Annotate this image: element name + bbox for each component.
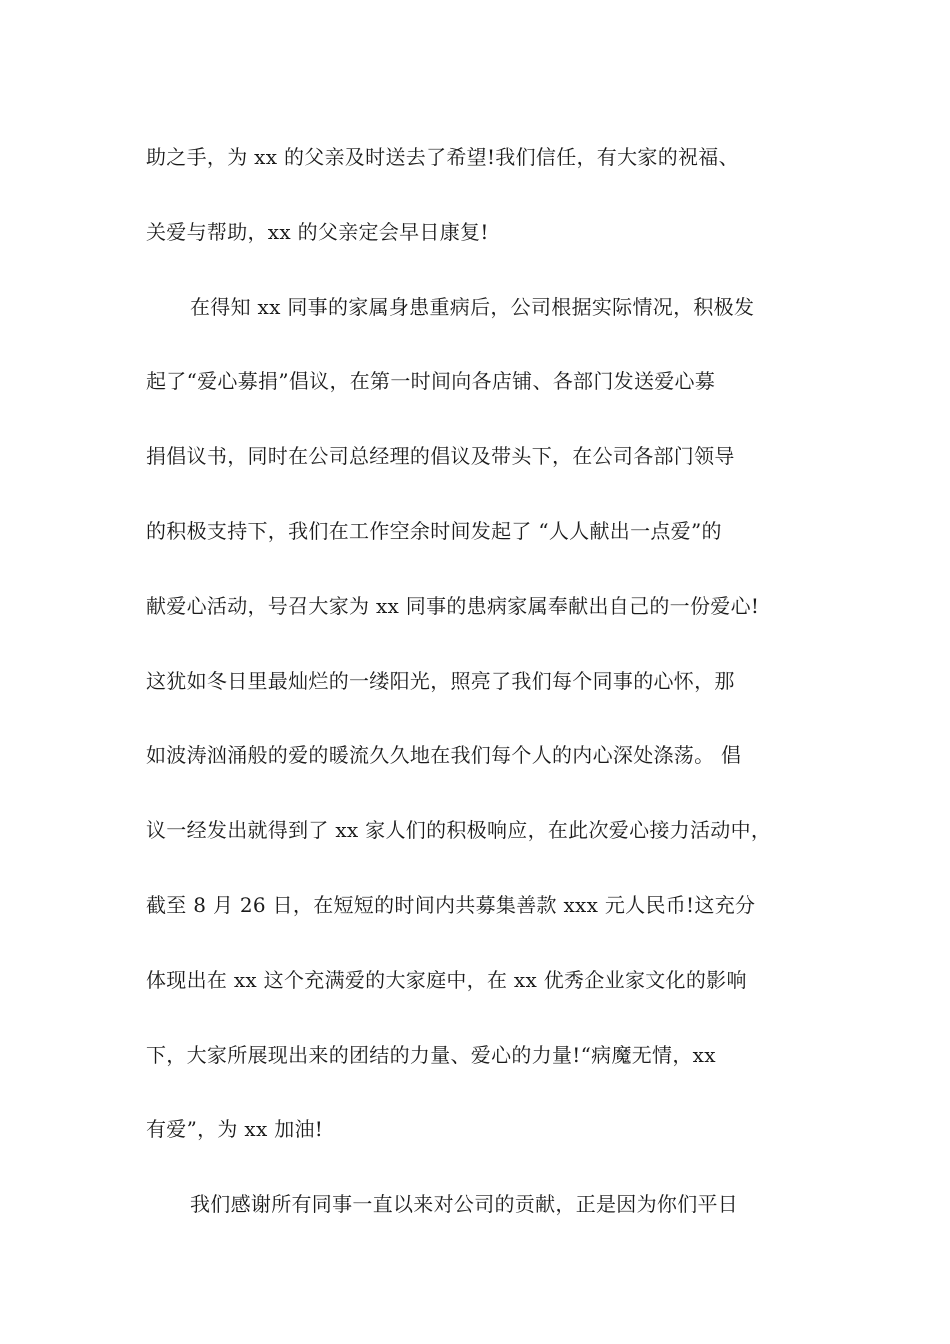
text-line: 体现出在 xx 这个充满爱的大家庭中，在 xx 优秀企业家文化的影响 — [146, 967, 747, 992]
paragraph-start-line: 在得知 xx 同事的家属身患重病后，公司根据实际情况，积极发 — [190, 294, 755, 319]
text-line: 关爱与帮助，xx 的父亲定会早日康复! — [146, 219, 489, 244]
paragraph-start-line: 我们感谢所有同事一直以来对公司的贡献，正是因为你们平日 — [190, 1192, 739, 1217]
text-line: 捐倡议书，同时在公司总经理的倡议及带头下，在公司各部门领导 — [146, 444, 735, 469]
text-line: 有爱”，为 xx 加油! — [146, 1117, 324, 1142]
text-line: 如波涛汹涌般的爱的暖流久久地在我们每个人的内心深处涤荡。 倡 — [146, 743, 742, 768]
text-line: 献爱心活动，号召大家为 xx 同事的患病家属奉献出自己的一份爱心! — [146, 593, 760, 618]
text-line: 起了“爱心募捐”倡议，在第一时间向各店铺、各部门发送爱心募 — [146, 369, 716, 394]
text-line: 这犹如冬日里最灿烂的一缕阳光，照亮了我们每个同事的心怀，那 — [146, 668, 735, 693]
text-line: 的积极支持下，我们在工作空余时间发起了 “人人献出一点爱”的 — [146, 518, 722, 543]
text-line: 下，大家所展现出来的团结的力量、爱心的力量!“病魔无情，xx — [146, 1042, 716, 1067]
text-line: 议一经发出就得到了 xx 家人们的积极响应，在此次爱心接力活动中， — [146, 818, 772, 843]
text-line: 截至 8 月 26 日，在短短的时间内共募集善款 xxx 元人民币!这充分 — [146, 892, 756, 917]
document-body — [146, 132, 816, 1254]
text-line: 助之手，为 xx 的父亲及时送去了希望!我们信任，有大家的祝福、 — [146, 145, 739, 169]
